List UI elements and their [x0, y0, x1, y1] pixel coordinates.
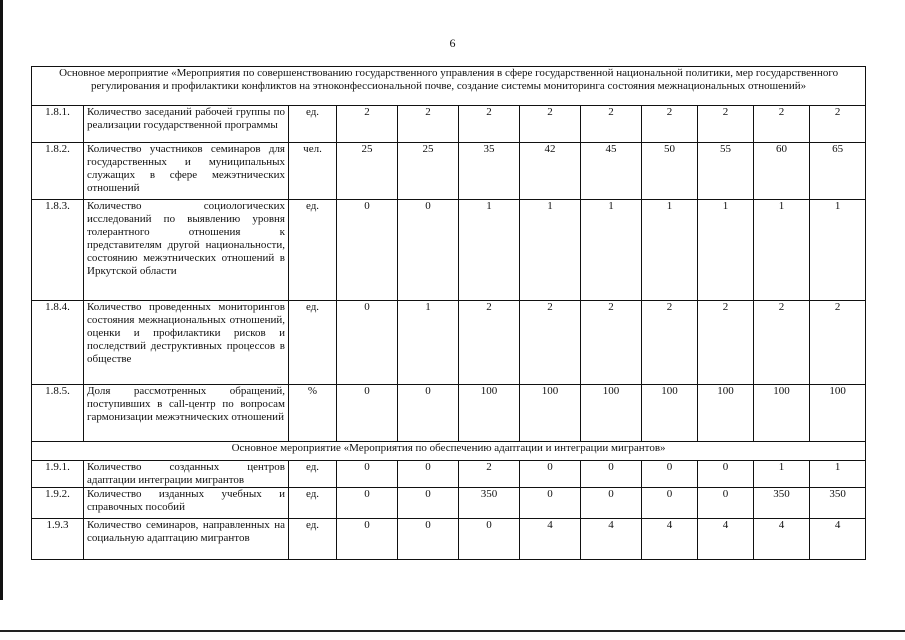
indicators-table [31, 66, 866, 560]
indicator-value: 2 [698, 301, 754, 385]
indicator-value: 2 [581, 301, 642, 385]
indicator-name: Доля рассмотренных обращений, поступивших в call-центр по вопросам гармонизации межэтнических отношений [84, 385, 289, 442]
indicator-value: 0 [698, 488, 754, 519]
indicator-value: 4 [698, 519, 754, 560]
indicator-value: 100 [754, 385, 810, 442]
indicator-value: 65 [810, 143, 866, 200]
indicator-value: 0 [398, 488, 459, 519]
table-row [32, 385, 866, 442]
indicator-unit: ед. [289, 301, 337, 385]
indicator-value: 50 [642, 143, 698, 200]
indicator-value: 2 [698, 106, 754, 143]
indicator-value: 1 [459, 200, 520, 301]
indicator-value: 0 [642, 488, 698, 519]
indicator-value: 1 [642, 200, 698, 301]
indicator-value: 0 [398, 461, 459, 488]
indicator-value: 2 [398, 106, 459, 143]
page-number: 6 [449, 36, 456, 50]
indicator-value: 100 [642, 385, 698, 442]
indicator-unit: ед. [289, 488, 337, 519]
indicator-value: 2 [459, 106, 520, 143]
indicator-value: 0 [398, 385, 459, 442]
indicator-unit: % [289, 385, 337, 442]
indicator-value: 0 [337, 488, 398, 519]
indicator-value: 2 [642, 301, 698, 385]
indicator-value: 0 [520, 461, 581, 488]
section-title: Основное мероприятие «Мероприятия по совершенствованию государственного управления в сфере государственной национальной политики, мер государственного регулирования и профилактики конфликтов на этноконфессиональной почве, создание системы мониторинга состояния межнациональных отношений» [32, 67, 866, 106]
indicator-value: 1 [581, 200, 642, 301]
table-row [32, 106, 866, 143]
indicator-name: Количество изданных учебных и справочных пособий [84, 488, 289, 519]
indicator-value: 1 [810, 461, 866, 488]
indicator-value: 0 [398, 200, 459, 301]
indicator-value: 2 [642, 106, 698, 143]
indicator-name: Количество заседаний рабочей группы по реализации государственной программы [84, 106, 289, 143]
indicator-value: 1 [754, 461, 810, 488]
indicator-value: 0 [337, 385, 398, 442]
indicator-value: 0 [398, 519, 459, 560]
scan-bottom-edge [0, 630, 905, 632]
indicator-number: 1.8.3. [32, 200, 84, 301]
indicator-value: 0 [337, 200, 398, 301]
indicator-value: 0 [337, 461, 398, 488]
indicator-value: 4 [810, 519, 866, 560]
table-row [32, 461, 866, 488]
indicator-name: Количество проведенных мониторингов состояния межнациональных отношений, оценки и профилактики рисков и последствий деструктивных процессов в обществе [84, 301, 289, 385]
indicator-value: 2 [520, 301, 581, 385]
indicator-value: 100 [698, 385, 754, 442]
table-row [32, 488, 866, 519]
indicator-value: 0 [337, 301, 398, 385]
indicator-value: 350 [810, 488, 866, 519]
indicator-value: 2 [459, 461, 520, 488]
indicator-number: 1.8.2. [32, 143, 84, 200]
indicator-value: 42 [520, 143, 581, 200]
indicator-value: 0 [581, 488, 642, 519]
indicator-value: 25 [398, 143, 459, 200]
indicator-number: 1.9.1. [32, 461, 84, 488]
indicator-value: 4 [642, 519, 698, 560]
indicator-value: 4 [520, 519, 581, 560]
indicator-value: 0 [698, 461, 754, 488]
table-row [32, 200, 866, 301]
indicator-number: 1.8.5. [32, 385, 84, 442]
indicator-value: 2 [520, 106, 581, 143]
indicator-value: 100 [459, 385, 520, 442]
section-header-row [32, 67, 866, 106]
indicator-name: Количество созданных центров адаптации интеграции мигрантов [84, 461, 289, 488]
indicator-value: 4 [581, 519, 642, 560]
indicator-value: 0 [459, 519, 520, 560]
indicator-value: 1 [698, 200, 754, 301]
indicator-value: 2 [754, 301, 810, 385]
indicator-value: 25 [337, 143, 398, 200]
indicator-value: 2 [810, 106, 866, 143]
indicator-name: Количество семинаров, направленных на социальную адаптацию мигрантов [84, 519, 289, 560]
indicator-number: 1.8.4. [32, 301, 84, 385]
scan-left-edge [0, 0, 3, 600]
indicator-value: 2 [810, 301, 866, 385]
indicator-value: 100 [520, 385, 581, 442]
indicator-value: 1 [754, 200, 810, 301]
indicator-value: 0 [520, 488, 581, 519]
indicator-value: 2 [581, 106, 642, 143]
indicator-value: 45 [581, 143, 642, 200]
indicator-value: 350 [459, 488, 520, 519]
section-title: Основное мероприятие «Мероприятия по обеспечению адаптации и интеграции мигрантов» [32, 442, 866, 461]
indicator-value: 1 [398, 301, 459, 385]
indicator-name: Количество участников семинаров для государственных и муниципальных служащих в сфере межэтнических отношений [84, 143, 289, 200]
table-row [32, 519, 866, 560]
indicator-value: 100 [810, 385, 866, 442]
section-header-row [32, 442, 866, 461]
indicator-value: 60 [754, 143, 810, 200]
indicator-name: Количество социологических исследований по выявлению уровня толерантного отношения к представителям другой национальности, состоянию межэтнических отношений в Иркутской области [84, 200, 289, 301]
indicator-value: 0 [581, 461, 642, 488]
indicator-value: 2 [754, 106, 810, 143]
indicator-value: 55 [698, 143, 754, 200]
indicator-unit: ед. [289, 200, 337, 301]
indicator-number: 1.8.1. [32, 106, 84, 143]
indicator-value: 2 [459, 301, 520, 385]
indicator-value: 35 [459, 143, 520, 200]
indicator-number: 1.9.3 [32, 519, 84, 560]
indicator-value: 0 [337, 519, 398, 560]
indicator-value: 1 [520, 200, 581, 301]
table-row [32, 143, 866, 200]
indicator-value: 4 [754, 519, 810, 560]
indicator-number: 1.9.2. [32, 488, 84, 519]
indicator-unit: чел. [289, 143, 337, 200]
indicator-value: 0 [642, 461, 698, 488]
table-row [32, 301, 866, 385]
indicator-value: 1 [810, 200, 866, 301]
indicator-value: 350 [754, 488, 810, 519]
indicator-value: 2 [337, 106, 398, 143]
indicator-unit: ед. [289, 461, 337, 488]
indicator-value: 100 [581, 385, 642, 442]
indicator-unit: ед. [289, 106, 337, 143]
indicator-unit: ед. [289, 519, 337, 560]
